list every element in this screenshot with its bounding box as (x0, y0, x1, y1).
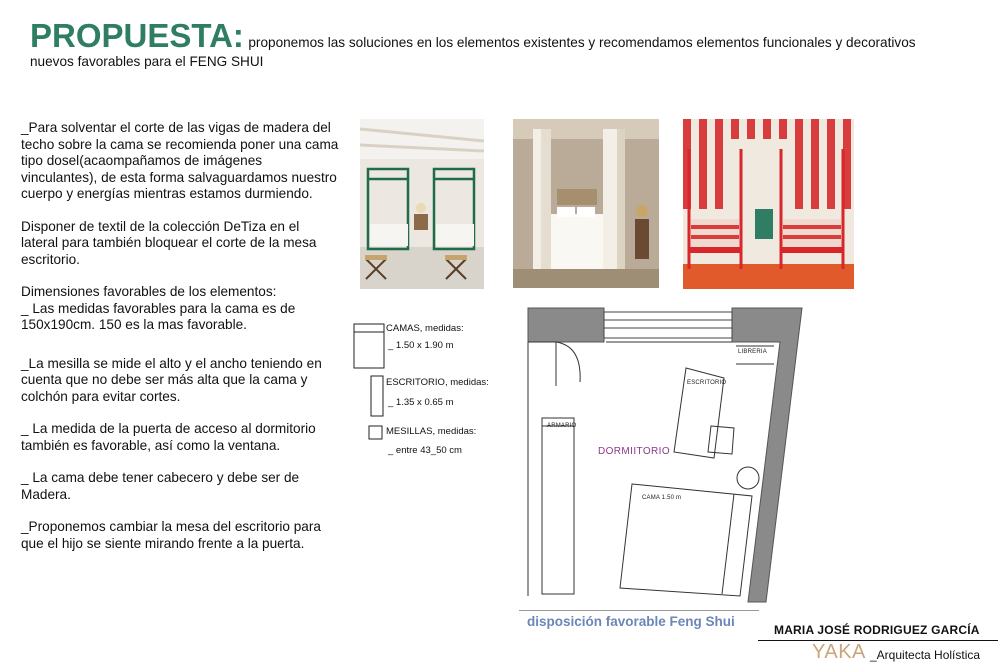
paragraph-canopy-bed: _Para solventar el corte de las vigas de madera del techo sobre la cama se recomienda poner una cama tipo dosel(acaompañamos de imágenes vinculantes), de esta forma salvaguardamos nuestro cuerpo y energías mientras estamos durmiendo. (21, 120, 339, 201)
page-subtitle: proponemos las soluciones en los elementos existentes y recomendamos elementos funcionales y decorativos (248, 35, 916, 50)
plan-room-label: DORMIITORIO (598, 446, 670, 457)
paragraph-nightstand: _La mesilla se mide el alto y el ancho teniendo en cuenta que no debe ser más alta que la cama y colchón para evitar cortes. (21, 355, 322, 404)
plan-label-libreria: LIBRERIA (738, 349, 767, 355)
proposal-text (21, 120, 339, 568)
plan-caption: disposición favorable Feng Shui (527, 614, 735, 629)
page-subtitle-line2: nuevos favorables para el FENG SHUI (30, 54, 264, 70)
furniture-legend-symbols (352, 320, 388, 450)
legend-mesillas-size: _ entre 43_50 cm (388, 445, 462, 456)
plan-label-escritorio: ESCRITORIO (687, 380, 727, 386)
desk-symbol (371, 376, 383, 416)
author-divider (758, 640, 998, 641)
bed-symbol (354, 324, 384, 368)
legend-escritorio-label: ESCRITORIO, medidas: (386, 377, 489, 388)
header (30, 18, 990, 70)
paragraph-dimensions: Dimensiones favorables de los elementos: _ Las medidas favorables para la cama es de 150x190cm. 150 es la mas favorable. (21, 284, 296, 332)
page-title: PROPUESTA: (30, 17, 244, 54)
paragraph-headboard: _ La cama debe tener cabecero y debe ser de Madera. (21, 470, 300, 502)
brand-logo: YAKA (812, 641, 866, 663)
author-name: MARIA JOSÉ RODRIGUEZ GARCÍA (774, 623, 980, 637)
legend-camas-label: CAMAS, medidas: (386, 323, 464, 334)
wall-top-left (528, 308, 604, 342)
legend-mesillas-label: MESILLAS, medidas: (386, 426, 477, 437)
legend-escritorio-size: _ 1.35 x 0.65 m (388, 397, 454, 408)
paragraph-textile: Disponer de textil de la colección DeTiza en el lateral para también bloquear el corte de la mesa escritorio. (21, 218, 317, 267)
paragraph-door: _ La medida de la puerta de acceso al dormitorio también es favorable, así como la ventana. (21, 421, 316, 453)
caption-divider (519, 610, 759, 611)
canopy-bed-photo-red (683, 119, 854, 289)
legend-camas-size: _ 1.50 x 1.90 m (388, 340, 454, 351)
canopy-bed-photo-white (513, 119, 659, 288)
plan-label-cama: CAMA 1.50 m (642, 495, 682, 501)
canopy-bed-photo-green (360, 119, 484, 289)
paragraph-desk: _Proponemos cambiar la mesa del escritorio para que el hijo se siente mirando frente a la puerta. (21, 519, 321, 551)
nightstand-symbol (369, 426, 382, 439)
plan-label-armario: ARMARIO (547, 423, 577, 429)
author-role: _Arquitecta Holística (870, 648, 981, 662)
